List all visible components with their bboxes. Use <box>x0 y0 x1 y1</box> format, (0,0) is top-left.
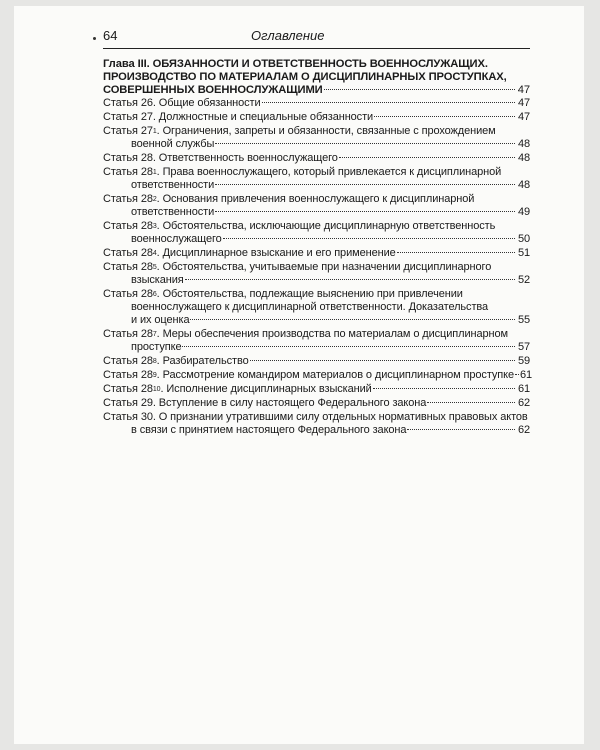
toc-page-number: 55 <box>517 314 530 326</box>
toc-entry-line <box>103 314 530 327</box>
toc-page-number: 62 <box>517 397 530 409</box>
toc-entry-text: . Ответственность военнослужащего <box>152 152 338 164</box>
toc-entry <box>103 166 530 192</box>
toc-entry-text: . Общие обязанности <box>152 97 261 109</box>
toc-page-number: 59 <box>517 355 530 367</box>
dot-leader <box>407 429 515 430</box>
toc-entry-text: ответственности <box>131 206 215 218</box>
article-prefix: Статья 28 <box>103 193 153 205</box>
dot-leader <box>215 211 515 212</box>
toc-entry-line <box>103 97 530 110</box>
toc-entry-text: . Обстоятельства, исключающие дисциплинарную ответственность <box>156 220 496 232</box>
toc-entry-line: Статья 28 $^4$ . Дисциплинарное взыскание и его применение 51 <box>103 247 530 259</box>
toc-entry-line <box>103 152 530 165</box>
toc-entry-text: . Права военнослужащего, который привлекается к дисциплинарной <box>156 166 502 178</box>
toc-page-number: 50 <box>517 233 530 245</box>
page-header <box>103 28 530 49</box>
dot-leader <box>250 360 515 361</box>
toc-entry-line <box>103 411 530 424</box>
toc-entry-line: Статья 27 $^1$ . Ограничения, запреты и обязанности, связанные с прохождением <box>103 125 496 137</box>
toc-entry-text: . Разбирательство <box>156 355 249 367</box>
book-page <box>14 6 584 744</box>
article-prefix: Статья 30 <box>103 411 153 423</box>
toc-entry-line <box>103 179 530 192</box>
toc-entry-line: Статья 28 $^6$ . Обстоятельства, подлежащие выяснению при привлечении <box>103 288 463 300</box>
print-mark <box>93 37 96 40</box>
toc-entry-text: . Исполнение дисциплинарных взысканий <box>160 383 372 395</box>
toc-entry-text: ответственности <box>131 179 215 191</box>
toc-entry <box>103 220 530 246</box>
article-prefix: Статья 28 <box>103 383 153 395</box>
chapter-page-number: 47 <box>517 84 530 96</box>
toc-entry-text: проступке <box>131 341 182 353</box>
toc-entry <box>103 369 533 382</box>
chapter-line <box>103 84 530 97</box>
toc-entry-line: Статья 28 $^9$ . Рассмотрение командиром материалов о дисциплинарном проступке 61 <box>103 369 533 381</box>
toc-entry-line: Статья 28 $^3$ . Обстоятельства, исключающие дисциплинарную ответственность <box>103 220 496 232</box>
toc-entry <box>103 355 530 368</box>
dot-leader <box>397 252 515 253</box>
toc-entry-text: . Обстоятельства, учитываемые при назначении дисциплинарного <box>156 261 492 273</box>
dot-leader <box>339 157 515 158</box>
article-prefix: Статья 28 <box>103 369 153 381</box>
toc-entry <box>103 193 530 219</box>
toc-page-number: 47 <box>517 97 530 109</box>
table-of-contents <box>103 58 533 437</box>
toc-entry <box>103 328 530 354</box>
toc-entry <box>103 411 530 437</box>
article-prefix: Статья 29 <box>103 397 153 409</box>
dot-leader <box>374 116 515 117</box>
toc-entry <box>103 152 530 165</box>
toc-page-number: 48 <box>517 152 530 164</box>
dot-leader <box>324 89 515 90</box>
running-title: Оглавление <box>251 28 325 43</box>
dot-leader <box>515 374 519 375</box>
article-prefix: Статья 28 <box>103 261 153 273</box>
chapter-heading <box>103 58 530 97</box>
toc-entry-line: Статья 28 $^5$ . Обстоятельства, учитываемые при назначении дисциплинарного <box>103 261 492 273</box>
article-prefix: Статья 28 <box>103 152 153 164</box>
toc-entry <box>103 397 530 410</box>
toc-entry-text: . Меры обеспечения производства по материалам о дисциплинарном <box>156 328 508 340</box>
toc-entry <box>103 97 530 110</box>
toc-entry <box>103 288 530 327</box>
toc-entry-text: . Рассмотрение командиром материалов о дисциплинарном проступке <box>156 369 514 381</box>
toc-entry-line: Статья 28 $^{10}$ . Исполнение дисциплинарных взысканий 61 <box>103 383 530 395</box>
toc-entry-line <box>103 397 530 410</box>
dot-leader <box>215 184 515 185</box>
article-prefix: Статья 27 <box>103 125 153 137</box>
toc-entry-line <box>103 301 530 314</box>
toc-entry <box>103 247 530 260</box>
dot-leader <box>262 102 515 103</box>
toc-entry <box>103 111 530 124</box>
toc-entry-line <box>103 341 530 354</box>
chapter-line-text: Глава III. ОБЯЗАННОСТИ И ОТВЕТСТВЕННОСТЬ ВОЕННОСЛУЖАЩИХ. <box>103 58 488 70</box>
toc-page-number: 48 <box>517 138 530 150</box>
toc-page-number: 49 <box>517 206 530 218</box>
toc-page-number: 61 <box>517 383 530 395</box>
chapter-line-text: ПРОИЗВОДСТВО ПО МАТЕРИАЛАМ О ДИСЦИПЛИНАРНЫХ ПРОСТУПКАХ, <box>103 71 507 83</box>
toc-entry-line <box>103 424 530 437</box>
dot-leader <box>427 402 515 403</box>
article-prefix: Статья 28 <box>103 355 153 367</box>
toc-page-number: 57 <box>517 341 530 353</box>
article-prefix: Статья 27 <box>103 111 153 123</box>
toc-entry-text: в связи с принятием настоящего Федерального закона <box>131 424 407 436</box>
chapter-line <box>103 58 530 71</box>
toc-page-number: 61 <box>520 369 533 381</box>
toc-entry-text: . Обстоятельства, подлежащие выяснению при привлечении <box>156 288 463 300</box>
article-prefix: Статья 28 <box>103 328 153 340</box>
toc-entry-text: военнослужащего к дисциплинарной ответственности. Доказательства <box>131 301 489 313</box>
article-prefix: Статья 28 <box>103 220 153 232</box>
chapter-line-text: СОВЕРШЕННЫХ ВОЕННОСЛУЖАЩИМИ <box>103 84 323 96</box>
dot-leader <box>215 143 515 144</box>
page-content <box>103 28 533 437</box>
toc-entry-line: Статья 28 $^8$ . Разбирательство 59 <box>103 355 530 367</box>
dot-leader <box>182 346 515 347</box>
toc-entry-text: . Должностные и специальные обязанности <box>152 111 374 123</box>
toc-entry-line <box>103 274 530 287</box>
toc-page-number: 47 <box>517 111 530 123</box>
toc-entry-text: взыскания <box>131 274 184 286</box>
toc-page-number: 52 <box>517 274 530 286</box>
article-prefix: Статья 28 <box>103 247 153 259</box>
toc-page-number: 48 <box>517 179 530 191</box>
toc-entry-text: . Основания привлечения военнослужащего к дисциплинарной <box>156 193 475 205</box>
article-prefix: Статья 26 <box>103 97 153 109</box>
dot-leader <box>223 238 515 239</box>
article-prefix: Статья 28 <box>103 288 153 300</box>
toc-entry-text: . Вступление в силу настоящего Федерального закона <box>152 397 427 409</box>
article-prefix: Статья 28 <box>103 166 153 178</box>
toc-entry <box>103 125 530 151</box>
page-number: 64 <box>103 28 118 43</box>
toc-entry-line: Статья 28 $^2$ . Основания привлечения военнослужащего к дисциплинарной <box>103 193 475 205</box>
chapter-line <box>103 71 530 84</box>
toc-entry-line <box>103 111 530 124</box>
toc-entry-line <box>103 233 530 246</box>
toc-page-number: 51 <box>517 247 530 259</box>
toc-entry <box>103 261 530 287</box>
toc-entry-text: . О признании утратившими силу отдельных нормативных правовых актов <box>152 411 528 423</box>
toc-entry-text: военной службы <box>131 138 215 150</box>
toc-entry-line <box>103 138 530 151</box>
toc-entries <box>103 97 533 437</box>
dot-leader <box>373 388 515 389</box>
toc-entry-text: военнослужащего <box>131 233 222 245</box>
toc-entry <box>103 383 530 396</box>
dot-leader <box>185 279 515 280</box>
toc-entry-line: Статья 28 $^1$ . Права военнослужащего, который привлекается к дисциплинарной <box>103 166 502 178</box>
toc-page-number: 62 <box>517 424 530 436</box>
toc-entry-line <box>103 206 530 219</box>
dot-leader <box>190 319 515 320</box>
toc-entry-text: . Ограничения, запреты и обязанности, связанные с прохождением <box>156 125 496 137</box>
toc-entry-text: и их оценка <box>131 314 190 326</box>
toc-entry-line: Статья 28 $^7$ . Меры обеспечения производства по материалам о дисциплинарном <box>103 328 508 340</box>
toc-entry-text: . Дисциплинарное взыскание и его применение <box>156 247 396 259</box>
